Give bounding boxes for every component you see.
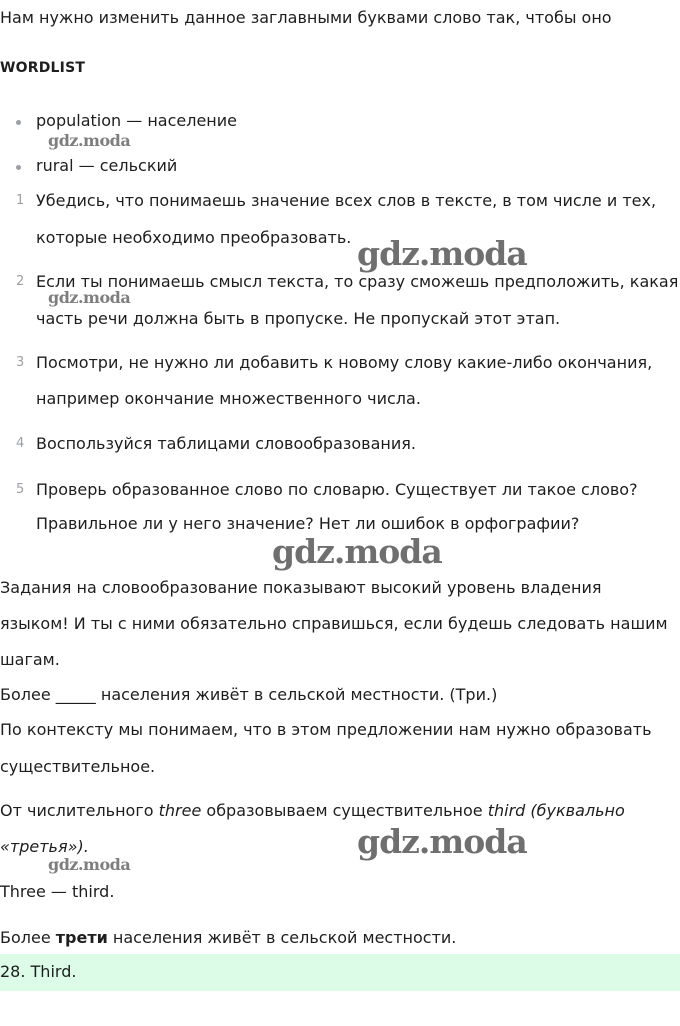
step-text: Если ты понимаешь смысл текста, то сразу сможешь предположить, какая xyxy=(36,272,679,291)
paragraph-line: шагам. xyxy=(0,650,60,669)
intro-text: Нам нужно изменить данное заглавными буквами слово так, чтобы оно xyxy=(0,8,612,27)
three-third-line: Three — third. xyxy=(0,882,115,901)
step-text: например окончание множественного числа. xyxy=(36,389,421,408)
wordlist-heading: WORDLIST xyxy=(0,60,86,76)
task-sentence: Более _____ населения живёт в сельской местности. (Три.) xyxy=(0,685,498,704)
derivation-line: «третья»). xyxy=(0,837,89,856)
answer-text: 28. Third. xyxy=(0,962,77,981)
paragraph-line: существительное. xyxy=(0,757,156,776)
step-text: Проверь образованное слово по словарю. Существует ли такое слово? xyxy=(36,480,638,499)
watermark: gdz.moda xyxy=(357,822,527,861)
final-sentence: Более трети населения живёт в сельской местности. xyxy=(0,928,457,947)
derivation-line: От числительного three образовываем существительное third (буквально xyxy=(0,801,625,820)
step-number: 4 xyxy=(16,436,25,451)
paragraph-line: По контексту мы понимаем, что в этом предложении нам нужно образовать xyxy=(0,720,652,739)
step-number: 2 xyxy=(16,274,25,289)
wordlist-item: population — население xyxy=(36,111,237,130)
step-number: 5 xyxy=(16,482,25,497)
paragraph-line: языком! И ты с ними обязательно справишься, если будешь следовать нашим xyxy=(0,614,668,633)
step-text: Правильное ли у него значение? Нет ли ошибок в орфографии? xyxy=(36,514,580,533)
watermark: gdz.moda xyxy=(48,855,131,874)
watermark: gdz.moda xyxy=(48,131,131,150)
step-number: 1 xyxy=(16,193,25,208)
watermark: gdz.moda xyxy=(272,532,442,571)
paragraph-line: Задания на словообразование показывают высокий уровень владения xyxy=(0,578,602,597)
bullet-dot xyxy=(16,120,21,125)
answer-box xyxy=(0,954,680,991)
step-text: часть речи должна быть в пропуске. Не пропускай этот этап. xyxy=(36,309,561,328)
step-text: Воспользуйся таблицами словообразования. xyxy=(36,434,416,453)
watermark: gdz.moda xyxy=(357,234,527,273)
step-number: 3 xyxy=(16,355,25,370)
step-text: Посмотри, не нужно ли добавить к новому слову какие-либо окончания, xyxy=(36,353,653,372)
step-text: Убедись, что понимаешь значение всех слов в тексте, в том числе и тех, xyxy=(36,191,657,210)
wordlist-item: rural — сельский xyxy=(36,156,178,175)
bullet-dot xyxy=(16,165,21,170)
step-text: которые необходимо преобразовать. xyxy=(36,228,352,247)
watermark: gdz.moda xyxy=(48,288,131,307)
